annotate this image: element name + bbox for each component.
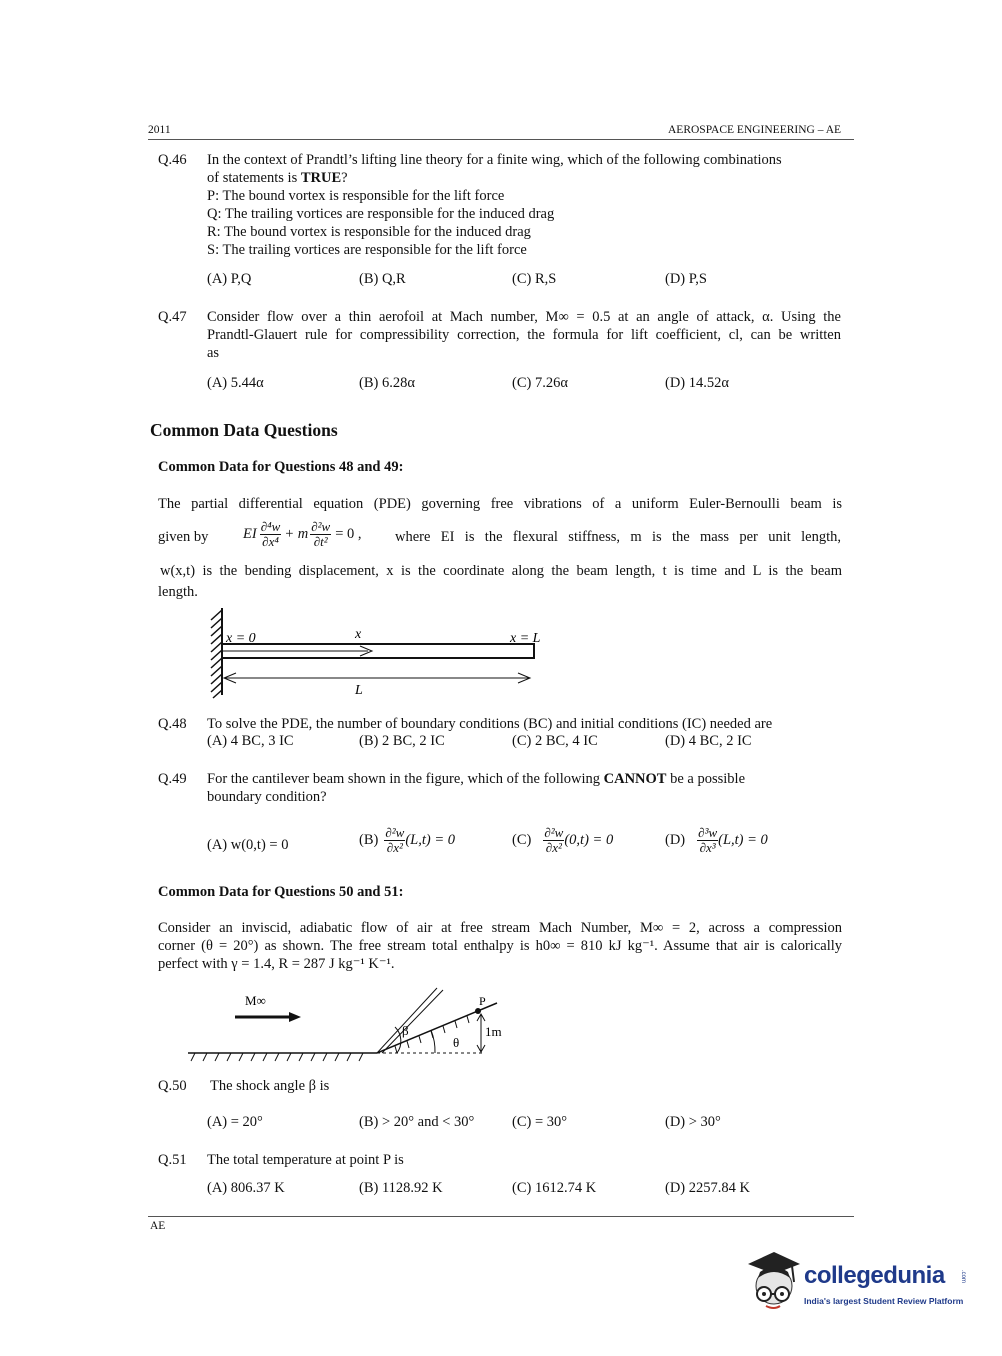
label-xL: x = L	[510, 631, 541, 646]
q50-option-d[interactable]: (D) > 30°	[665, 1114, 721, 1130]
cd48-line2-rest: where EI is the flexural stiffness, m is the mass per unit length,	[395, 529, 841, 545]
label-x: x	[355, 627, 362, 642]
logo-tagline: India's largest Student Review Platform	[804, 1296, 964, 1306]
q48-number: Q.48	[158, 716, 187, 732]
q46-statement-p: P: The bound vortex is responsible for the lift force	[207, 188, 505, 204]
q47-line3: as	[207, 345, 220, 361]
q47-option-d[interactable]: (D) 14.52α	[665, 375, 729, 391]
q51-option-d[interactable]: (D) 2257.84 K	[665, 1180, 750, 1196]
footer-rule	[148, 1216, 854, 1217]
q50-stem: The shock angle β is	[210, 1078, 330, 1094]
logo-dotcom: .com	[960, 1270, 966, 1284]
q47-line1: Consider flow over a thin aerofoil at Mach number, M∞ = 0.5 at an angle of attack, α. Using the	[207, 309, 841, 325]
label-L: L	[355, 683, 363, 698]
q51-stem: The total temperature at point P is	[207, 1152, 404, 1168]
cd48-line1: The partial differential equation (PDE) governing free vibrations of a uniform Euler-Bernoulli beam is	[158, 496, 842, 512]
cd48-line3: w(x,t) is the bending displacement, x is the coordinate along the beam length, t is time and L is the beam	[160, 563, 842, 579]
cd50-line3: perfect with γ = 1.4, R = 287 J kg⁻¹ K⁻¹.	[158, 956, 395, 972]
q46-number: Q.46	[158, 152, 187, 168]
header-year: 2011	[148, 124, 171, 136]
q48-option-a[interactable]: (A) 4 BC, 3 IC	[207, 733, 294, 749]
q49-option-c[interactable]: (C) $\frac{\text{∂²w}}{\text{∂x²}}$ (0,t) = 0	[512, 824, 614, 855]
q51-option-c[interactable]: (C) 1612.74 K	[512, 1180, 597, 1196]
cd50-heading: Common Data for Questions 50 and 51:	[158, 884, 404, 900]
label-minf: M∞	[245, 993, 266, 1008]
q48-option-d[interactable]: (D) 4 BC, 2 IC	[665, 733, 752, 749]
label-beta: β	[402, 1023, 409, 1038]
q46-stem-line1: In the context of Prandtl’s lifting line theory for a finite wing, which of the following combinations	[207, 152, 782, 168]
q46-statement-s: S: The trailing vortices are responsible for the lift force	[207, 242, 527, 258]
q51-number: Q.51	[158, 1152, 187, 1168]
q48-stem: To solve the PDE, the number of boundary conditions (BC) and initial conditions (IC) needed are	[207, 716, 773, 732]
q46-option-b[interactable]: (B) Q,R	[359, 271, 406, 287]
section-title: Common Data Questions	[150, 420, 338, 440]
header-paper: AEROSPACE ENGINEERING – AE	[668, 124, 842, 136]
q47-line2: Prandtl-Glauert rule for compressibility correction, the formula for lift coefficient, cl, can be written	[207, 327, 841, 343]
shock-line-1	[377, 988, 437, 1053]
point-p	[475, 1008, 481, 1014]
label-theta: θ	[453, 1035, 460, 1050]
q46-option-a[interactable]: (A) P,Q	[207, 271, 252, 287]
q49-option-a[interactable]: (A) w(0,t) = 0	[207, 837, 289, 853]
q47-number: Q.47	[158, 309, 187, 325]
q49-number: Q.49	[158, 771, 187, 787]
q50-number: Q.50	[158, 1078, 187, 1094]
q47-option-b[interactable]: (B) 6.28α	[359, 375, 415, 391]
q46-option-d[interactable]: (D) P,S	[665, 271, 707, 287]
cd48-pde-equation: EI $\frac{\text{∂⁴w}}{\text{∂x⁴}}$ + m $\frac{\text{∂²w}}{\text{∂t²}}$ = 0 ,	[243, 518, 362, 549]
shock-line-2	[382, 990, 443, 1053]
cd50-line1: Consider an inviscid, adiabatic flow of air at free stream Mach Number, M∞ = 2, across a compression	[158, 920, 842, 936]
label-height: 1m	[485, 1024, 502, 1039]
q46-option-c[interactable]: (C) R,S	[512, 271, 557, 287]
cd48-given-by: given by	[158, 529, 209, 545]
label-p: P	[479, 994, 486, 1008]
q46-stem-line2: of statements is TRUE?	[207, 170, 348, 186]
q50-option-a[interactable]: (A) = 20°	[207, 1114, 263, 1130]
footer-code: AE	[150, 1220, 166, 1232]
q49-option-b[interactable]: (B) $\frac{\text{∂²w}}{\text{∂x²}}$ (L,t) = 0	[359, 824, 456, 855]
wall-hatching-bottom	[191, 1053, 363, 1061]
q49-option-d[interactable]: (D) $\frac{\text{∂³w}}{\text{∂x³}}$ (L,t) = 0	[665, 824, 768, 855]
q49-stem-line2: boundary condition?	[207, 789, 327, 805]
q48-option-b[interactable]: (B) 2 BC, 2 IC	[359, 733, 445, 749]
q50-option-b[interactable]: (B) > 20° and < 30°	[359, 1114, 475, 1130]
cd50-line2: corner (θ = 20°) as shown. The free stream total enthalpy is h0∞ = 810 kJ kg⁻¹. Assume that air is calorically	[158, 938, 842, 954]
q46-statement-r: R: The bound vortex is responsible for the induced drag	[207, 224, 531, 240]
q46-statement-q: Q: The trailing vortices are responsible for the induced drag	[207, 206, 555, 222]
q51-option-a[interactable]: (A) 806.37 K	[207, 1180, 285, 1196]
cd48-line4: length.	[158, 584, 198, 600]
q47-option-c[interactable]: (C) 7.26α	[512, 375, 568, 391]
q51-option-b[interactable]: (B) 1128.92 K	[359, 1180, 443, 1196]
q47-option-a[interactable]: (A) 5.44α	[207, 375, 264, 391]
wall-hatching	[211, 610, 222, 698]
cantilever-beam-figure	[200, 600, 560, 700]
compression-corner-figure	[185, 985, 515, 1065]
logo-wordmark: collegedunia	[804, 1262, 945, 1289]
q48-option-c[interactable]: (C) 2 BC, 4 IC	[512, 733, 598, 749]
collegedunia-logo[interactable]	[744, 1250, 974, 1320]
header-rule	[148, 139, 854, 140]
q50-option-c[interactable]: (C) = 30°	[512, 1114, 568, 1130]
label-x0: x = 0	[226, 631, 256, 646]
mascot-icon	[744, 1250, 802, 1316]
cd48-heading: Common Data for Questions 48 and 49:	[158, 459, 404, 475]
q49-stem-line1: For the cantilever beam shown in the figure, which of the following CANNOT be a possible	[207, 771, 746, 787]
